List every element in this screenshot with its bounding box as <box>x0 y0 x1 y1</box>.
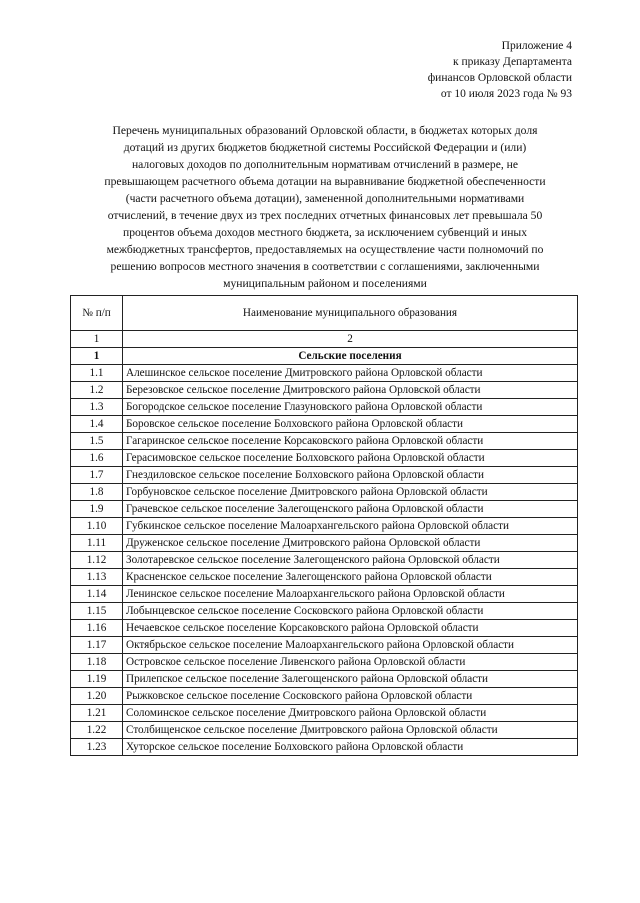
municipality-name: Соломинское сельское поселение Дмитровского района Орловской области <box>123 705 578 722</box>
table-row <box>71 722 578 739</box>
table-row <box>71 467 578 484</box>
table-row <box>71 705 578 722</box>
municipality-name: Губкинское сельское поселение Малоархангельского района Орловской области <box>123 518 578 535</box>
table-row <box>71 603 578 620</box>
table-row <box>71 688 578 705</box>
table-row <box>71 535 578 552</box>
table-header-row <box>71 296 578 331</box>
row-number: 1.10 <box>71 518 123 535</box>
municipality-name: Друженское сельское поселение Дмитровского района Орловской области <box>123 535 578 552</box>
municipality-name: Прилепское сельское поселение Залегощенского района Орловской области <box>123 671 578 688</box>
table-row <box>71 501 578 518</box>
table-row <box>71 671 578 688</box>
municipality-name: Ленинское сельское поселение Малоархангельского района Орловской области <box>123 586 578 603</box>
table-row <box>71 382 578 399</box>
row-number: 1.5 <box>71 433 123 450</box>
column-number: 2 <box>123 331 578 348</box>
row-number: 1.21 <box>71 705 123 722</box>
header-number: № п/п <box>71 296 123 331</box>
table-row <box>71 739 578 756</box>
row-number: 1.6 <box>71 450 123 467</box>
row-number: 1.9 <box>71 501 123 518</box>
municipality-name: Богородское сельское поселение Глазуновского района Орловской области <box>123 399 578 416</box>
row-number: 1.16 <box>71 620 123 637</box>
header-name: Наименование муниципального образования <box>123 296 578 331</box>
row-number: 1.22 <box>71 722 123 739</box>
table-row <box>71 365 578 382</box>
row-number: 1.15 <box>71 603 123 620</box>
appendix-line: финансов Орловской области <box>427 72 572 84</box>
section-title: Сельские поселения <box>123 348 578 365</box>
title-line: процентов объема доходов местного бюджета, за исключением субвенций и иных <box>122 226 528 239</box>
title-line: (части расчетного объема дотации), замененной дополнительными нормативами <box>125 192 525 205</box>
municipality-name: Красненское сельское поселение Залегощенского района Орловской области <box>123 569 578 586</box>
document-title <box>70 122 580 292</box>
municipality-name: Алешинское сельское поселение Дмитровского района Орловской области <box>123 365 578 382</box>
table-row <box>71 416 578 433</box>
municipality-name: Октябрьское сельское поселение Малоархангельского района Орловской области <box>123 637 578 654</box>
title-line: межбюджетных трансфертов, предоставляемых на осуществление части полномочий по <box>106 243 544 256</box>
row-number: 1.2 <box>71 382 123 399</box>
title-line: муниципальным районом и поселениями <box>223 277 427 290</box>
municipality-name: Лобынцевское сельское поселение Сосковского района Орловской области <box>123 603 578 620</box>
column-number: 1 <box>71 331 123 348</box>
table-row <box>71 484 578 501</box>
title-line: дотаций из других бюджетов бюджетной системы Российской Федерации и (или) <box>123 141 527 154</box>
table-row <box>71 637 578 654</box>
section-row <box>71 348 578 365</box>
municipalities-table <box>70 295 578 756</box>
municipality-name: Хуторское сельское поселение Болховского района Орловской области <box>123 739 578 756</box>
row-number: 1.1 <box>71 365 123 382</box>
title-line: превышающем расчетного объема дотации на выравнивание бюджетной обеспеченности <box>104 175 546 188</box>
row-number: 1.14 <box>71 586 123 603</box>
row-number: 1.4 <box>71 416 123 433</box>
appendix-line: от 10 июля 2023 года № 93 <box>440 88 572 100</box>
municipality-name: Гагаринское сельское поселение Корсаковского района Орловской области <box>123 433 578 450</box>
appendix-line: к приказу Департамента <box>453 56 572 68</box>
title-line: решению вопросов местного значения в соответствии с соглашениями, заключенными <box>110 260 540 273</box>
row-number: 1.3 <box>71 399 123 416</box>
title-line: Перечень муниципальных образований Орловской области, в бюджетах которых доля <box>112 124 538 137</box>
row-number: 1.7 <box>71 467 123 484</box>
municipality-name: Гнездиловское сельское поселение Болховского района Орловской области <box>123 467 578 484</box>
row-number: 1.11 <box>71 535 123 552</box>
appendix-line: Приложение 4 <box>501 40 572 52</box>
column-number-row <box>71 331 578 348</box>
row-number: 1.19 <box>71 671 123 688</box>
title-line: отчислений, в течение двух из трех последних отчетных финансовых лет превышала 50 <box>107 209 543 222</box>
table-row <box>71 399 578 416</box>
municipality-name: Рыжковское сельское поселение Сосковского района Орловской области <box>123 688 578 705</box>
municipality-name: Березовское сельское поселение Дмитровского района Орловской области <box>123 382 578 399</box>
table-row <box>71 654 578 671</box>
municipality-name: Горбуновское сельское поселение Дмитровского района Орловской области <box>123 484 578 501</box>
title-line: налоговых доходов по дополнительным нормативам отчислений в размере, не <box>131 158 519 171</box>
table-row <box>71 620 578 637</box>
table-row <box>71 586 578 603</box>
row-number: 1.17 <box>71 637 123 654</box>
table-row <box>71 569 578 586</box>
row-number: 1.8 <box>71 484 123 501</box>
municipality-name: Боровское сельское поселение Болховского района Орловской области <box>123 416 578 433</box>
table-row <box>71 433 578 450</box>
row-number: 1.18 <box>71 654 123 671</box>
table-row <box>71 552 578 569</box>
municipality-name: Островское сельское поселение Ливенского района Орловской области <box>123 654 578 671</box>
table-row <box>71 518 578 535</box>
section-number: 1 <box>71 348 123 365</box>
municipality-name: Нечаевское сельское поселение Корсаковского района Орловской области <box>123 620 578 637</box>
row-number: 1.23 <box>71 739 123 756</box>
row-number: 1.20 <box>71 688 123 705</box>
municipality-name: Грачевское сельское поселение Залегощенского района Орловской области <box>123 501 578 518</box>
appendix-block <box>428 38 572 102</box>
municipality-name: Столбищенское сельское поселение Дмитровского района Орловской области <box>123 722 578 739</box>
municipality-name: Герасимовское сельское поселение Болховского района Орловской области <box>123 450 578 467</box>
municipality-name: Золотаревское сельское поселение Залегощенского района Орловской области <box>123 552 578 569</box>
row-number: 1.13 <box>71 569 123 586</box>
row-number: 1.12 <box>71 552 123 569</box>
table-row <box>71 450 578 467</box>
